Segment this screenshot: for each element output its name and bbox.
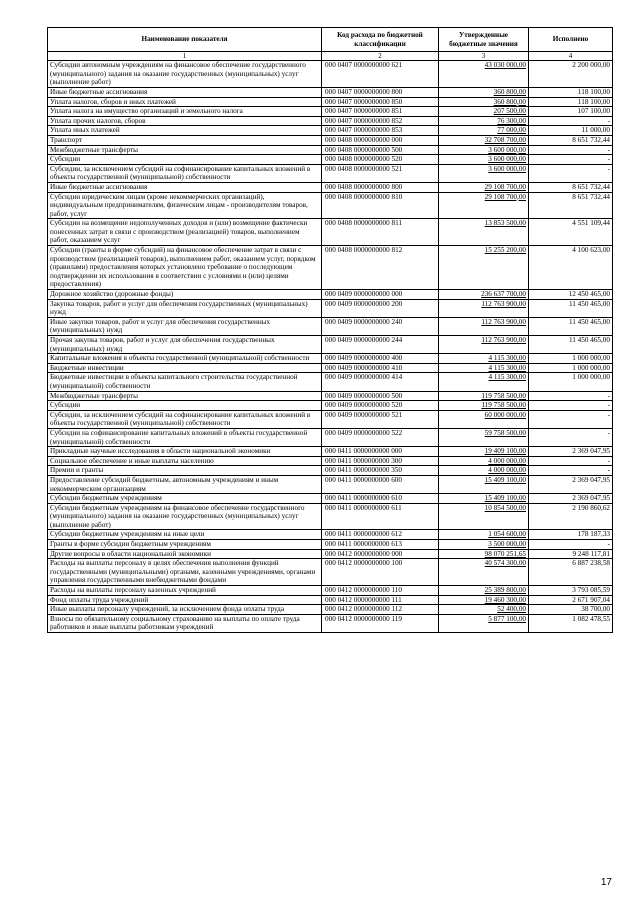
header-approved: Утвержденные бюджетные значения: [439, 28, 529, 52]
row-executed: 11 000,00: [529, 126, 613, 136]
row-approved: 52 400,00: [439, 605, 529, 615]
row-executed: 2 671 907,04: [529, 595, 613, 605]
row-name: Прочая закупка товаров, работ и услуг для обеспечения государственных (муниципальных) нужд: [48, 336, 322, 354]
table-row: [48, 456, 613, 466]
row-approved: 15 409 100,00: [439, 475, 529, 493]
table-row: [48, 97, 613, 107]
table-row: [48, 192, 613, 219]
row-approved: 3 600 000,00: [439, 155, 529, 165]
table-row: [48, 447, 613, 457]
row-approved: 15 409 100,00: [439, 494, 529, 504]
header-executed: Исполнено: [529, 28, 613, 52]
row-name: Закупка товаров, работ и услуг для обеспечения государственных (муниципальных) нужд: [48, 299, 322, 317]
row-executed: -: [529, 164, 613, 182]
row-name: Субсидии на софинансирование капитальных вложений в объекты государственной (муниципальной) собственности: [48, 428, 322, 446]
row-code: 000 0409 0000000000 200: [322, 299, 439, 317]
table-row: [48, 336, 613, 354]
row-name: Межбюджетные трансферты: [48, 391, 322, 401]
row-code: 000 0411 0000000000 611: [322, 503, 439, 530]
table-row: [48, 428, 613, 446]
row-code: 000 0407 0000000000 800: [322, 87, 439, 97]
table-row: [48, 373, 613, 391]
row-code: 000 0409 0000000000 520: [322, 401, 439, 411]
budget-table: [47, 27, 613, 633]
row-name: Прикладные научные исследования в области национальной экономики: [48, 447, 322, 457]
row-executed: 4 100 623,00: [529, 246, 613, 290]
row-name: Субсидии автономным учреждениям на финансовое обеспечение государственного (муниципального) задания на оказание государственных (муниципальных) услуг (выполнение работ): [48, 61, 322, 88]
table-row: [48, 290, 613, 300]
row-approved: 77 000,00: [439, 126, 529, 136]
row-executed: 3 793 085,59: [529, 586, 613, 596]
row-executed: 2 369 047,95: [529, 447, 613, 457]
row-approved: 40 574 300,00: [439, 559, 529, 586]
table-row: [48, 605, 613, 615]
page-number: 17: [600, 877, 612, 888]
table-row: [48, 363, 613, 373]
row-code: 000 0409 0000000000 240: [322, 317, 439, 335]
row-approved: 360 800,00: [439, 97, 529, 107]
row-code: 000 0408 0000000000 811: [322, 219, 439, 246]
row-name: Расходы на выплаты персоналу в целях обеспечения выполнения функций государственными (муниципальными) органами, казенными учреждениями, органами управления государственными внебюджетными фондами: [48, 559, 322, 586]
row-code: 000 0409 0000000000 500: [322, 391, 439, 401]
row-code: 000 0408 0000000000 520: [322, 155, 439, 165]
row-code: 000 0409 0000000000 244: [322, 336, 439, 354]
row-executed: 2 369 047,95: [529, 494, 613, 504]
row-executed: -: [529, 456, 613, 466]
row-name: Уплата прочих налогов, сборов: [48, 116, 322, 126]
row-executed: 2 190 860,62: [529, 503, 613, 530]
row-name: Бюджетные инвестиции: [48, 363, 322, 373]
row-executed: 8 651 732,44: [529, 135, 613, 145]
row-name: Иные бюджетные ассигнования: [48, 87, 322, 97]
row-code: 000 0412 0000000000 112: [322, 605, 439, 615]
row-executed: 11 450 465,00: [529, 299, 613, 317]
row-name: Субсидии бюджетным учреждениям: [48, 494, 322, 504]
row-name: Субсидии юридическим лицам (кроме некоммерческих организаций), индивидуальным предпринимателям, физическим лицам - производителям товаров, работ, услуг: [48, 192, 322, 219]
row-approved: 1 054 600,00: [439, 530, 529, 540]
row-code: 000 0408 0000000000 812: [322, 246, 439, 290]
row-executed: 11 450 465,00: [529, 336, 613, 354]
table-row: [48, 595, 613, 605]
row-approved: 5 877 100,00: [439, 614, 529, 632]
row-code: 000 0408 0000000000 500: [322, 145, 439, 155]
row-code: 000 0409 0000000000 000: [322, 290, 439, 300]
table-row: [48, 410, 613, 428]
row-code: 000 0411 0000000000 000: [322, 447, 439, 457]
table-row: [48, 549, 613, 559]
row-approved: 60 000 000,00: [439, 410, 529, 428]
row-code: 000 0412 0000000000 110: [322, 586, 439, 596]
column-number: 1: [48, 52, 322, 61]
row-approved: 15 255 200,00: [439, 246, 529, 290]
row-executed: -: [529, 466, 613, 476]
row-name: Уплата налога на имущество организаций и земельного налога: [48, 107, 322, 117]
column-number-row: [48, 52, 613, 61]
row-executed: -: [529, 391, 613, 401]
row-name: Уплата налогов, сборов и иных платежей: [48, 97, 322, 107]
row-code: 000 0407 0000000000 851: [322, 107, 439, 117]
row-executed: 118 100,00: [529, 97, 613, 107]
row-approved: 360 800,00: [439, 87, 529, 97]
row-code: 000 0408 0000000000 000: [322, 135, 439, 145]
row-name: Субсидии на возмещение недополученных доходов и (или) возмещение фактически понесенных затрат в связи с производством (реализацией) товаров, выполнением работ, оказанием услуг: [48, 219, 322, 246]
row-name: Капитальные вложения в объекты государственной (муниципальной) собственности: [48, 354, 322, 364]
row-approved: 10 854 500,00: [439, 503, 529, 530]
table-row: [48, 126, 613, 136]
row-code: 000 0409 0000000000 522: [322, 428, 439, 446]
table-row: [48, 107, 613, 117]
row-name: Субсидии, за исключением субсидий на софинансирование капитальных вложений в объекты государственной (муниципальной) собственности: [48, 164, 322, 182]
table-row: [48, 87, 613, 97]
table-row: [48, 391, 613, 401]
row-approved: 59 758 500,00: [439, 428, 529, 446]
row-approved: 25 389 800,00: [439, 586, 529, 596]
table-row: [48, 559, 613, 586]
table-body: [48, 61, 613, 633]
row-code: 000 0407 0000000000 850: [322, 97, 439, 107]
row-code: 000 0411 0000000000 612: [322, 530, 439, 540]
row-approved: 207 500,00: [439, 107, 529, 117]
table-row: [48, 135, 613, 145]
row-approved: 119 758 500,00: [439, 391, 529, 401]
row-executed: -: [529, 540, 613, 550]
row-approved: 112 763 900,00: [439, 299, 529, 317]
row-executed: 8 651 732,44: [529, 182, 613, 192]
table-row: [48, 401, 613, 411]
table-row: [48, 494, 613, 504]
table-row: [48, 354, 613, 364]
row-executed: 9 248 117,81: [529, 549, 613, 559]
row-executed: -: [529, 145, 613, 155]
row-name: Иные выплаты персоналу учреждений, за исключением фонда оплаты труда: [48, 605, 322, 615]
row-code: 000 0409 0000000000 400: [322, 354, 439, 364]
row-approved: 4 115 300,00: [439, 363, 529, 373]
row-name: Гранты в форме субсидии бюджетным учреждениям: [48, 540, 322, 550]
row-code: 000 0409 0000000000 410: [322, 363, 439, 373]
row-executed: 6 887 238,58: [529, 559, 613, 586]
row-executed: -: [529, 116, 613, 126]
row-name: Бюджетные инвестиции в объекты капитального строительства государственной (муниципальной) собственности: [48, 373, 322, 391]
row-executed: 38 700,00: [529, 605, 613, 615]
row-name: Субсидии: [48, 401, 322, 411]
row-approved: 4 000 000,00: [439, 456, 529, 466]
row-executed: 1 000 000,00: [529, 363, 613, 373]
table-row: [48, 475, 613, 493]
table-row: [48, 246, 613, 290]
row-approved: 3 500 000,00: [439, 540, 529, 550]
row-code: 000 0412 0000000000 100: [322, 559, 439, 586]
row-code: 000 0409 0000000000 521: [322, 410, 439, 428]
row-code: 000 0408 0000000000 810: [322, 192, 439, 219]
row-name: Фонд оплаты труда учреждений: [48, 595, 322, 605]
row-executed: 178 187,33: [529, 530, 613, 540]
row-name: Межбюджетные трансферты: [48, 145, 322, 155]
row-code: 000 0412 0000000000 111: [322, 595, 439, 605]
table-row: [48, 145, 613, 155]
row-code: 000 0411 0000000000 610: [322, 494, 439, 504]
table-row: [48, 586, 613, 596]
row-approved: 43 030 000,00: [439, 61, 529, 88]
row-name: Субсидии, за исключением субсидий на софинансирование капитальных вложений в объекты государственной (муниципальной) собственности: [48, 410, 322, 428]
row-name: Субсидии бюджетным учреждениям на финансовое обеспечение государственного (муниципального) задания на оказание государственных (муниципальных) услуг (выполнение работ): [48, 503, 322, 530]
row-code: 000 0411 0000000000 600: [322, 475, 439, 493]
table-row: [48, 61, 613, 88]
row-code: 000 0407 0000000000 852: [322, 116, 439, 126]
row-approved: 76 300,00: [439, 116, 529, 126]
row-code: 000 0412 0000000000 000: [322, 549, 439, 559]
header-row: [48, 28, 613, 52]
row-approved: 29 108 700,00: [439, 192, 529, 219]
row-approved: 4 115 300,00: [439, 354, 529, 364]
row-code: 000 0411 0000000000 350: [322, 466, 439, 476]
row-approved: 3 600 000,00: [439, 145, 529, 155]
row-name: Другие вопросы в области национальной экономики: [48, 549, 322, 559]
row-name: Иные закупки товаров, работ и услуг для обеспечения государственных (муниципальных) нужд: [48, 317, 322, 335]
row-executed: 12 450 465,00: [529, 290, 613, 300]
table-row: [48, 503, 613, 530]
row-code: 000 0409 0000000000 414: [322, 373, 439, 391]
row-code: 000 0407 0000000000 621: [322, 61, 439, 88]
table-row: [48, 299, 613, 317]
row-executed: -: [529, 155, 613, 165]
table-row: [48, 116, 613, 126]
row-approved: 236 637 700,00: [439, 290, 529, 300]
row-code: 000 0408 0000000000 800: [322, 182, 439, 192]
row-executed: 2 369 047,95: [529, 475, 613, 493]
row-approved: 3 600 000,00: [439, 164, 529, 182]
row-approved: 112 763 900,00: [439, 317, 529, 335]
row-approved: 119 758 500,00: [439, 401, 529, 411]
row-executed: 107 100,00: [529, 107, 613, 117]
row-executed: 118 100,00: [529, 87, 613, 97]
row-approved: 19 409 100,00: [439, 447, 529, 457]
row-executed: -: [529, 401, 613, 411]
row-code: 000 0411 0000000000 613: [322, 540, 439, 550]
table-row: [48, 466, 613, 476]
row-executed: 4 551 109,44: [529, 219, 613, 246]
table-row: [48, 317, 613, 335]
row-code: 000 0412 0000000000 119: [322, 614, 439, 632]
row-name: Субсидии: [48, 155, 322, 165]
table-row: [48, 164, 613, 182]
row-name: Транспорт: [48, 135, 322, 145]
column-number: 4: [529, 52, 613, 61]
table-row: [48, 219, 613, 246]
row-approved: 32 708 700,00: [439, 135, 529, 145]
row-name: Расходы на выплаты персоналу казенных учреждений: [48, 586, 322, 596]
row-executed: -: [529, 410, 613, 428]
header-code: Код расхода по бюджетной классификации: [322, 28, 439, 52]
row-name: Уплата иных платежей: [48, 126, 322, 136]
row-name: Премии и гранты: [48, 466, 322, 476]
table-row: [48, 540, 613, 550]
row-name: Дорожное хозяйство (дорожные фонды): [48, 290, 322, 300]
column-number: 2: [322, 52, 439, 61]
header-indicator: Наименование показателя: [48, 28, 322, 52]
row-approved: 4 115 300,00: [439, 373, 529, 391]
row-name: Субсидии (гранты в форме субсидий) на финансовое обеспечение затрат в связи с производством (реализацией товаров), выполнением работ, оказанием услуг, порядком (правилами) предоставления которых установлено требование о последующем подтверждении их использования в соответствии с условиями и (или) целями предоставления): [48, 246, 322, 290]
row-name: Предоставление субсидий бюджетным, автономным учреждениям и иным некоммерческим организациям: [48, 475, 322, 493]
row-name: Субсидии бюджетным учреждениям на иные цели: [48, 530, 322, 540]
row-executed: 1 082 478,55: [529, 614, 613, 632]
row-code: 000 0408 0000000000 521: [322, 164, 439, 182]
row-approved: 4 000 000,00: [439, 466, 529, 476]
row-approved: 29 108 700,00: [439, 182, 529, 192]
row-approved: 112 763 900,00: [439, 336, 529, 354]
row-name: Взносы по обязательному социальному страхованию на выплаты по оплате труда работников и иные выплаты работникам учреждений: [48, 614, 322, 632]
row-name: Социальное обеспечение и иные выплаты населению: [48, 456, 322, 466]
table-row: [48, 614, 613, 632]
row-executed: -: [529, 428, 613, 446]
row-executed: 2 200 000,00: [529, 61, 613, 88]
row-executed: 11 450 465,00: [529, 317, 613, 335]
row-executed: 1 000 000,00: [529, 354, 613, 364]
table-row: [48, 155, 613, 165]
table-row: [48, 182, 613, 192]
row-name: Иные бюджетные ассигнования: [48, 182, 322, 192]
row-code: 000 0411 0000000000 300: [322, 456, 439, 466]
row-code: 000 0407 0000000000 853: [322, 126, 439, 136]
column-number: 3: [439, 52, 529, 61]
row-approved: 19 460 300,00: [439, 595, 529, 605]
row-approved: 98 070 251,65: [439, 549, 529, 559]
row-executed: 8 651 732,44: [529, 192, 613, 219]
table-row: [48, 530, 613, 540]
row-executed: 1 000 000,00: [529, 373, 613, 391]
row-approved: 13 853 500,00: [439, 219, 529, 246]
